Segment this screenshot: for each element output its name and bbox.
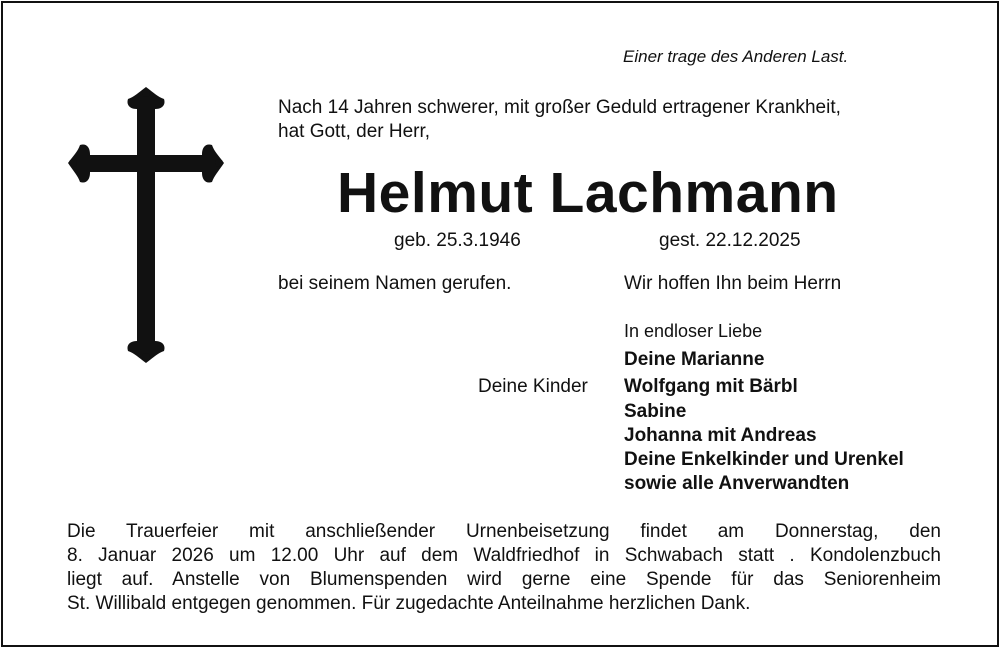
- obituary-notice: [1, 1, 999, 647]
- notice-line: St. Willibald entgegen genommen. Für zugedachte Anteilnahme herzlichen Dank.: [67, 593, 751, 614]
- hope-text: Wir hoffen Ihn beim Herrn: [624, 273, 842, 294]
- love-text: In endloser Liebe: [624, 321, 763, 341]
- intro-line-2: hat Gott, der Herr,: [278, 121, 431, 142]
- signature-wife: Deine Marianne: [624, 349, 765, 370]
- called-text: bei seinem Namen gerufen.: [278, 273, 512, 294]
- signature-grandchildren: Deine Enkelkinder und Urenkel: [624, 449, 904, 470]
- notice-line: Die Trauerfeier mit anschließender Urnenbeisetzung findet am Donnerstag, den: [67, 521, 941, 542]
- motto: Einer trage des Anderen Last.: [623, 47, 849, 66]
- signature-relatives: sowie alle Anverwandten: [624, 473, 850, 494]
- cross-icon: [68, 87, 224, 363]
- signature-child: Johanna mit Andreas: [624, 425, 817, 446]
- notice-line: liegt auf. Anstelle von Blumenspenden wird gerne eine Spende für das Seniorenheim: [67, 569, 941, 590]
- signature-child: Sabine: [624, 401, 687, 422]
- deceased-name: Helmut Lachmann: [337, 161, 839, 225]
- signature-child: Wolfgang mit Bärbl: [624, 376, 798, 397]
- children-label: Deine Kinder: [478, 376, 588, 397]
- notice-line: 8. Januar 2026 um 12.00 Uhr auf dem Waldfriedhof in Schwabach statt . Kondolenzbuch: [67, 545, 941, 566]
- birth-date: geb. 25.3.1946: [394, 230, 521, 251]
- funeral-notice: [67, 520, 941, 616]
- death-date: gest. 22.12.2025: [659, 230, 801, 251]
- intro-line-1: Nach 14 Jahren schwerer, mit großer Geduld ertragener Krankheit,: [278, 97, 841, 118]
